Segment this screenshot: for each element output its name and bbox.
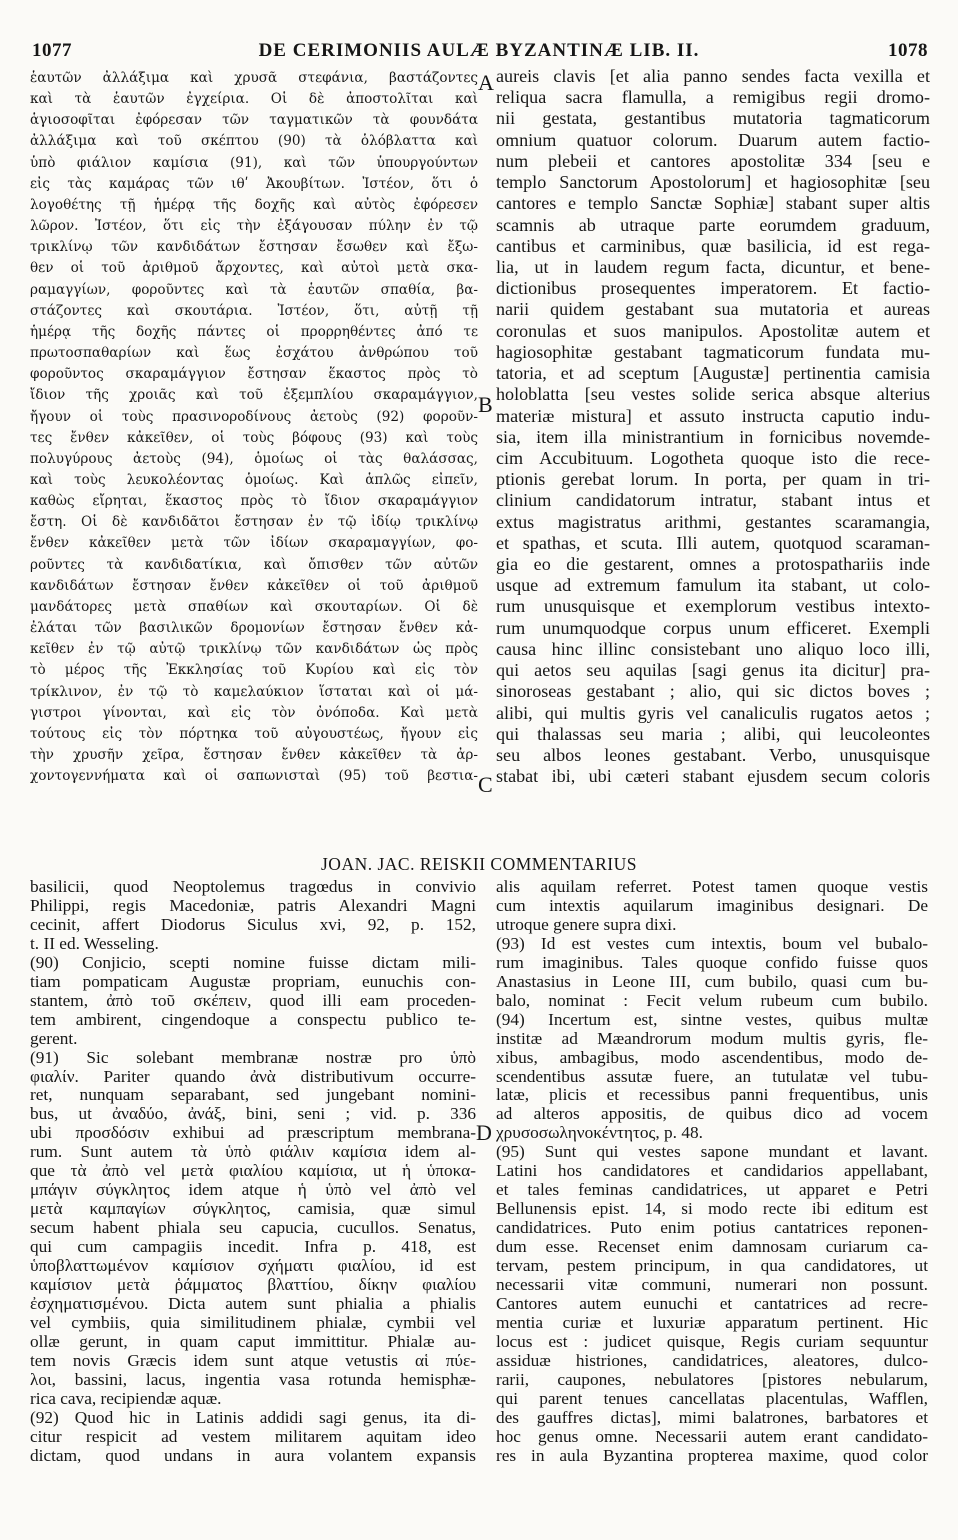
section-marker-b: B xyxy=(478,392,493,417)
section-marker-c: C xyxy=(478,772,493,797)
latin-line: dictionibus prosequentes imperatorem. Et factio- xyxy=(496,278,930,299)
commentary-line: χρυσοσωληνοκέντητος, p. 48. xyxy=(496,1124,703,1143)
latin-line: cim Accubituum. Logotheta quoque isto die rece- xyxy=(496,447,930,468)
section-marker-a: A xyxy=(478,70,494,95)
commentary-line: mentia curiæ et luxuriæ apparatum pertinent. Hic xyxy=(496,1313,928,1332)
greek-line: ἡμέρᾳ τῆς δοχῆς πάντες οἱ προρρηθέντες ἀπό τε xyxy=(30,323,478,340)
commentary-line: scendentibus assutæ fuere, an tutulatæ vel tubu- xyxy=(496,1067,928,1086)
greek-line: λῶρον. Ἰστέον, ὅτι εἰς τὴν ἐξάγουσαν πύλην ἐν τῷ xyxy=(30,218,478,235)
commentary-line: assiduæ histriones, candidatrices, aleatores, dulco- xyxy=(496,1351,928,1370)
latin-line: scamnis ab utraque parte eorumdem graduum, xyxy=(496,214,930,235)
latin-line: ptionis gerebat lorum. In porta, per quam in tri- xyxy=(496,469,930,490)
greek-line: τούτους εἰς τὸν πόρτηκα τοῦ αὐγουστέως, ἤγουν εἰς xyxy=(30,725,478,742)
latin-line: templo Sanctorum Apostolorum] et hagiosophitæ [seu xyxy=(496,172,930,193)
latin-line: rum unumquodque corpus unum efficeret. Exempli xyxy=(496,617,930,638)
latin-line: rum unusquisque et exemplorum vestibus intexto- xyxy=(496,596,930,617)
greek-line: μανδάτορες μετὰ σπαθίων καὶ σκουταρίων. Οἱ δὲ xyxy=(30,598,478,615)
latin-line: clinium candidatorum intratur, stabant intus et xyxy=(496,490,930,511)
commentary-line: basilicii, quod Neoptolemus tragœdus in convivio xyxy=(30,878,476,896)
latin-line: tatoria, et ad sceptum [Augustæ] pertinentia camisia xyxy=(496,363,930,384)
commentary-title: JOAN. JAC. REISKII COMMENTARIUS xyxy=(321,854,637,874)
commentary-line: vel cymbiis, quia similitudinem phialæ, cymbii vel xyxy=(30,1313,476,1332)
greek-line: τὴν χρυσῆν χεῖρα, ἔστησαν ἔνθεν κἀκεῖθεν τὰ ἀρ- xyxy=(30,747,478,763)
commentary-line: μπάγιν σύγκλητος idem atque ἡ ὑπὸ vel ἀπὸ vel xyxy=(30,1181,476,1200)
latin-line: gia eo die gestarent, omnes a protospathariis inde xyxy=(496,554,930,575)
latin-line: narii quidem gestabant sua mutatoria et aureas xyxy=(496,299,930,320)
commentary-line: cum intextis aquilarum imaginibus designari. De xyxy=(496,896,928,915)
latin-line: hagiosophitæ gestabant tagmaticorum fundata mu- xyxy=(496,341,930,362)
greek-line: ὑπὸ φιάλιον καμίσια (91), καὶ τῶν ὑπουργούντων xyxy=(30,154,478,171)
commentary-line: candidatrices. Puto enim potius cantatrices reponen- xyxy=(496,1219,928,1238)
greek-line: καὶ τὰ ἑαυτῶν ἐγχείρια. Οἱ δὲ ἀποστολῖται καὶ xyxy=(30,91,478,108)
commentary-line: (90) Conjicio, scepti nomine fuisse dictam mili- xyxy=(30,953,476,972)
commentary-line: necessarii vitæ communi, numerari non possunt. xyxy=(496,1276,928,1295)
latin-line: sinoroseas gestabant ; alio, qui sic dictos boves ; xyxy=(496,681,930,702)
commentary-line: que τὰ ἀπὸ vel μετὰ φιαλίου καμίσια, ut ἡ ὑποκα- xyxy=(30,1162,476,1181)
commentary-line: (91) Sic solebant membranæ nostræ pro ὑπὸ xyxy=(30,1048,476,1067)
greek-line: γιστροι γίνονται, καὶ εἰς τὸν ὀνόποδα. Καὶ μετὰ xyxy=(30,704,478,721)
latin-line: holoblatta [seu vestes solide serica absque alterius xyxy=(496,384,930,405)
commentary-line: utroque genere supra dixi. xyxy=(496,915,677,934)
commentary-line: dum esse. Recenset enim damnosam curiarum ca- xyxy=(496,1238,928,1257)
commentary-line: Philippi, regis Macedoniæ, patris Alexandri Magni xyxy=(30,896,476,915)
commentary-line: secum habent phiala seu capucia, cucullos. Senatus, xyxy=(30,1219,476,1238)
commentary-line: ὑποβλαττωμένον καμίσιον σχήματι φιαλίου, id est xyxy=(30,1257,476,1276)
commentary-line: hoc genus omne. Necessarii autem erant candidato- xyxy=(496,1427,928,1446)
commentary-line: bus, ut ἀναδύο, ἀνάξ, bini, seni ; vid. p. 336 xyxy=(30,1105,476,1124)
greek-line: καθὼς εἴρηται, ἕκαστος πρὸς τὸ ἴδιον σκαραμάγγιον xyxy=(30,493,478,510)
latin-line: qui aetos seu aquilas [sagi genus ita dicitur] pra- xyxy=(496,660,930,681)
commentary-line: ubi προσδόσιν exhibui ad præscriptum membrana- xyxy=(30,1124,476,1143)
commentary-line: stantem, ἀπὸ τοῦ σκέπειν, quod illi eam proceden- xyxy=(30,991,476,1010)
greek-line: ἐλάται τῶν βασιλικῶν δρομονίων ἔστησαν ἔνθεν κἀ- xyxy=(30,620,478,637)
commentary-line: qui parent tenues cancellatas placentulas, Wafflen, xyxy=(496,1389,928,1408)
greek-line: κανδιδάτων ἔστησαν ἔνθεν κἀκεῖθεν οἱ τοῦ ἀριθμοῦ xyxy=(30,577,478,594)
greek-line: ἔνθεν κἀκεῖθεν μετὰ τῶν ἰδίων σκαραμαγγίων, φο- xyxy=(30,535,478,552)
commentary-line: balo, nominat : Fecit velum rubeum cum bubilo. xyxy=(496,991,928,1010)
commentary-line: tiam pompaticam Augustæ propriam, eunuchis con- xyxy=(30,972,476,991)
greek-line: πολυγύρους ἀετοὺς (94), ὁμοίως οἱ τὰς θαλάσσας, xyxy=(30,450,478,467)
commentary-line: des gauffres dictas], mimi balatrones, barbatores et xyxy=(496,1408,928,1427)
latin-line: nii gestata, gestantibus mutatoria tagmaticorum xyxy=(496,108,930,129)
commentary-line: latæ, plicis et recessibus panni frequentibus, unis xyxy=(496,1086,928,1105)
greek-text-column xyxy=(30,68,478,787)
commentary-line: καμίσιον μετὰ ῥάμματος βλαττίου, δίκην φιαλίου xyxy=(30,1276,476,1295)
commentary-line: dictam, quod undans in aura volantem expansis xyxy=(30,1446,476,1465)
commentary-line: res in aula Byzantina propterea maxime, quod color xyxy=(496,1446,928,1465)
latin-line: aureis clavis [et alia panno sendes facta vexilla et xyxy=(496,66,930,86)
greek-line: καὶ τοὺς λευκολέοντας ὁμοίως. Καὶ ἁπλῶς εἰπεῖν, xyxy=(30,471,478,488)
commentary-line: rica cava, recipiendæ aquæ. xyxy=(30,1389,222,1408)
commentary-line: alis aquilam referret. Potest tamen quoque vestis xyxy=(496,878,928,896)
greek-line: χοντογεννήματα καὶ οἱ σαπωνισταὶ (95) τοῦ βεστια- xyxy=(30,768,478,785)
greek-line: κεῖθεν ἐν τῷ αὐτῷ τρικλίνῳ τῶν κανδιδάτων ὡς πρὸς xyxy=(30,641,478,658)
commentary-line: citur respicit ad vestem militarem aquitam ideo xyxy=(30,1427,476,1446)
latin-line: cantibus et carminibus, quæ basilicia, id est rega- xyxy=(496,235,930,256)
latin-line: materiæ mistura] et assuto instructa caputio indu- xyxy=(496,405,930,426)
commentary-line: qui cum campagiis incedit. Infra p. 418, est xyxy=(30,1238,476,1257)
commentary-right-column xyxy=(496,878,928,1466)
latin-line: cantores e templo Sanctæ Sophiæ] stabant super altis xyxy=(496,193,930,214)
commentary-line: λοι, bassini, lacus, ingentia vasa rotunda hemisphæ- xyxy=(30,1370,476,1389)
greek-line: τὸ μέρος τῆς Ἐκκλησίας τοῦ Κυρίου καὶ εἰς τὸν xyxy=(30,662,478,679)
commentary-line: ad alteros appositis, de quibus dico ad vocem xyxy=(496,1105,928,1124)
commentary-line: μετὰ καμπαγίων σύγκλητος, camisia, quæ simul xyxy=(30,1200,476,1219)
greek-line: τρικλίνῳ τῶν κανδιδάτων ἔστησαν ἔσωθεν καὶ ἔξω- xyxy=(30,239,478,256)
latin-line: seu albos leones gestabant. Verbo, unusquisque xyxy=(496,745,930,765)
commentary-line: φιαλίν. Pariter quando ἀνὰ distributivum occurre- xyxy=(30,1067,476,1086)
greek-line: πρωτοσπαθαρίων καὶ ἕως ἐσχάτου ἀνθρώπου τοῦ xyxy=(30,345,478,362)
commentary-line: locus est : judicet quisque, Regis curiam sequuntur xyxy=(496,1332,928,1351)
latin-line: stabat ibi, ubi cæteri stabant ejusdem secum coloris xyxy=(496,766,930,787)
greek-line: λογοθέτης τῇ ἡμέρᾳ τῆς δοχῆς καὶ αὐτὸς ἐφόρεσεν xyxy=(30,196,478,213)
commentary-line: rum imaginibus. Tales quoque confido fuisse quos xyxy=(496,953,928,972)
latin-line: num plebeii et cantores apostolitæ 334 [seu e xyxy=(496,150,930,171)
commentary-line: tervam, pestem principum, in qua candidatores, ut xyxy=(496,1257,928,1276)
commentary-line: Bellunensis epist. 14, si modo recte ibi editum est xyxy=(496,1200,928,1219)
commentary-line: tem ambirent, cingendoque a conspectu publico te- xyxy=(30,1010,476,1029)
greek-line: ραμαγγίων, φοροῦντες καὶ τὰ ἑαυτῶν σπαθία, βα- xyxy=(30,281,478,298)
latin-line: et spathas, et scuta. Illi autem, quotquod scaraman- xyxy=(496,532,930,553)
greek-line: ἴδιον τῆς χροιᾶς καὶ τοῦ ἐξεμπλίου σκαραμάγγιον, xyxy=(30,387,478,404)
greek-line: φοροῦντος σκαραμάγγιον ἔστησαν ἕκαστος πρὸς τὸ xyxy=(30,366,478,383)
commentary-line: Latini hos candidatores et candidarios appellabant, xyxy=(496,1162,928,1181)
commentary-line: institæ ad Mæandrorum modum multis gyris, fle- xyxy=(496,1029,928,1048)
commentary-line: gerent. xyxy=(30,1029,78,1048)
latin-line: lia, ut in laudem regum facta, dicuntur, et bene- xyxy=(496,256,930,277)
greek-line: εἰς τὰς καμάρας τῶν ιθʹ Ἀκουβίτων. Ἰστέον, ὅτι ὁ xyxy=(30,175,478,192)
commentary-line: rum. Sunt autem τὰ ὑπὸ φιάλιν καμίσια idem al- xyxy=(30,1143,476,1162)
section-marker-d: D xyxy=(476,1120,492,1145)
commentary-line: ret, nunquam separabant, sed jungebant nomini- xyxy=(30,1086,476,1105)
page-number-right: 1078 xyxy=(888,40,928,61)
greek-line: στάζοντες καὶ σκουτάρια. Ἰστέον, ὅτι, αὐτῇ τῇ xyxy=(30,302,478,319)
greek-line: ροῦντες τὰ κανδιδατίκια, καὶ ὄπισθεν τῶν αὐτῶν xyxy=(30,556,478,573)
commentary-line: (93) Id est vestes cum intextis, boum vel bubalo- xyxy=(496,934,928,953)
commentary-line: et tales feminas candidatrices, ut apparet e Petri xyxy=(496,1181,928,1200)
page-number-left: 1077 xyxy=(32,40,72,61)
commentary-left-column xyxy=(30,878,476,1466)
running-title: DE CERIMONIIS AULÆ BYZANTINÆ LIB. II. xyxy=(258,40,700,61)
latin-line: reliqua sacra flamulla, a remigibus regii dromo- xyxy=(496,87,930,108)
latin-line: coronulas et suos manipulos. Apostolitæ autem et xyxy=(496,320,930,341)
commentary-line: cecinit, affert Diodorus Siculus xvi, 92, p. 152, xyxy=(30,915,476,934)
latin-line: usque ad extremum famulum ita stabant, ut colo- xyxy=(496,575,930,596)
greek-line: ἔστη. Οἱ δὲ κανδιδᾶτοι ἔστησαν ἐν τῷ ἰδίῳ τρικλίνῳ xyxy=(30,514,478,531)
greek-line: ἀλλάξιμα καὶ τοῦ σκέπτου (90) τὰ ὁλόβλαττα καὶ xyxy=(30,133,478,150)
commentary-line: (94) Incertum est, sintne vestes, quibus multæ xyxy=(496,1010,928,1029)
greek-line: ἑαυτῶν ἀλλάξιμα καὶ χρυσᾶ στεφάνια, βαστάζοντες xyxy=(30,70,478,86)
latin-text-column xyxy=(496,66,930,787)
greek-line: ἤγουν οἱ τοὺς πρασινοροδίνους ἀετοὺς (92) φοροῦν- xyxy=(30,408,478,425)
commentary-line: ἐσχηματισμένου. Dicta autem sunt phialia a phialis xyxy=(30,1294,476,1313)
greek-line: θεν οἱ τοῦ ἀριθμοῦ ἄρχοντες, καὶ αὐτοὶ μετὰ σκα- xyxy=(30,260,478,277)
greek-line: τρίκλινον, ἐν τῷ τὸ καμελαύκιον ἵσταται καὶ οἱ μά- xyxy=(30,683,478,700)
latin-line: extus magistratus arithmi, gestantes scaramangia, xyxy=(496,511,930,532)
commentary-line: ollæ gerunt, in quam caput immittitur. Phialæ au- xyxy=(30,1332,476,1351)
greek-line: τες ἔνθεν κἀκεῖθεν, οἱ τοὺς βόφους (93) καὶ τοὺς xyxy=(30,429,478,446)
latin-line: alibi, qui multis gyris vel canaliculis rugatos aetos ; xyxy=(496,702,930,723)
commentary-line: Cantores autem eunuchi et cantatrices ad recre- xyxy=(496,1294,928,1313)
latin-line: qui thalassas seu maria ; alibi, qui leucoleontes xyxy=(496,723,930,744)
commentary-line: rarii, caupones, nebulatores [pistores nebularum, xyxy=(496,1370,928,1389)
commentary-line: t. II ed. Wesseling. xyxy=(30,934,159,953)
commentary-line: tem novis Græcis idem sunt atque vetustis αἱ πύε- xyxy=(30,1351,476,1370)
latin-line: sia, item illa ministrantium in fornicibus novemde- xyxy=(496,426,930,447)
greek-line: ἁγιοσοφῖται ἐφόρεσαν τῶν ταγματικῶν τὰ φουνδάτα xyxy=(30,112,478,129)
commentary-line: xibus, ambagibus, modo ascendentibus, modo de- xyxy=(496,1048,928,1067)
latin-line: omnium quatuor colorum. Duarum autem factio- xyxy=(496,129,930,150)
commentary-line: (92) Quod hic in Latinis addidi sagi genus, ita di- xyxy=(30,1408,476,1427)
commentary-line: (95) Sunt qui vestes sapone mundant et lavant. xyxy=(496,1143,928,1162)
latin-line: causa hinc illinc consistebant uno aliquo loco illi, xyxy=(496,638,930,659)
commentary-line: Anastasius in Leone III, cum bubilo, quasi cum bu- xyxy=(496,972,928,991)
